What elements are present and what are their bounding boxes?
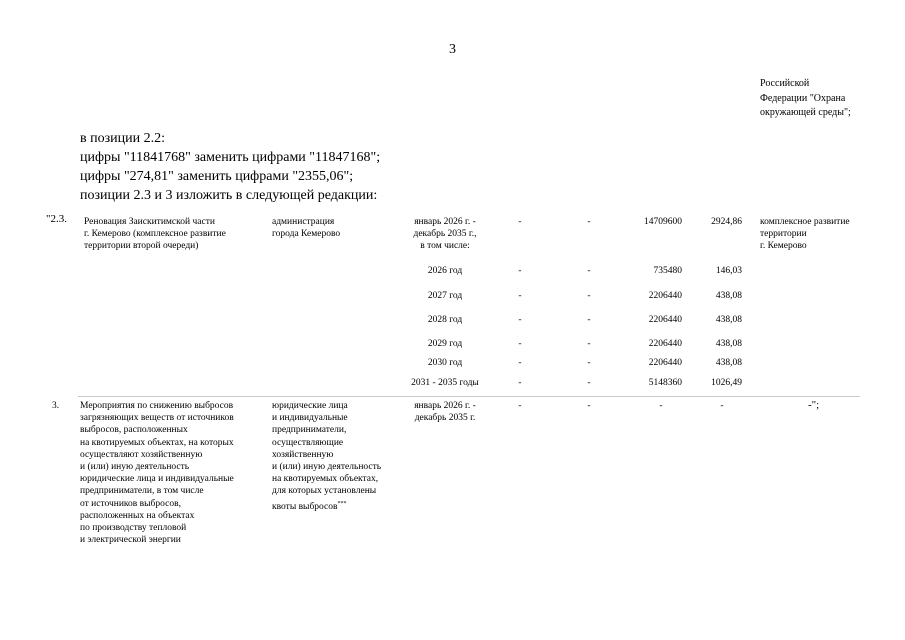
- text-line: предприниматели,: [272, 425, 347, 436]
- instruction-line: позиции 2.3 и 3 изложить в следующей редакции:: [80, 188, 378, 203]
- value-col8: 146,03: [715, 266, 742, 276]
- text-line: расположенных на объектах: [80, 510, 195, 521]
- value-col6: -: [587, 358, 591, 368]
- text-line: администрация: [272, 217, 335, 227]
- value-col7: 2206440: [648, 339, 682, 349]
- value-col7: 5148360: [648, 378, 682, 388]
- text-line: территории: [760, 229, 807, 240]
- text-line: загрязняющих веществ от источников: [80, 413, 234, 424]
- expected-result: [760, 216, 880, 253]
- text-line: по производству тепловой: [80, 523, 187, 534]
- text-line: январь 2026 г. -: [414, 217, 476, 227]
- text-line: предприниматели, в том числе: [80, 486, 204, 497]
- value-col5: -: [518, 217, 522, 227]
- tail-line: окружающей среды";: [760, 107, 851, 118]
- text-span: квоты выбросов: [272, 501, 338, 512]
- year-row: [0, 290, 905, 302]
- measure-name: [84, 216, 264, 253]
- text-line: Реновация Заискитимской части: [84, 217, 215, 227]
- value-col7: 2206440: [648, 358, 682, 368]
- text-line: юридические лица: [272, 401, 348, 411]
- text-line: осуществляющие: [272, 437, 344, 448]
- previous-table-tail: [760, 77, 880, 121]
- text-line: для которых установлены: [272, 486, 377, 497]
- year-row: [0, 377, 905, 389]
- text-line: и (или) иную деятельность: [80, 462, 190, 473]
- year-period: 2028 год: [427, 315, 463, 325]
- row-number: "2.3.: [46, 213, 67, 225]
- instruction-line: цифры "274,81" заменить цифрами "2355,06";: [80, 169, 354, 184]
- year-period: 2027 год: [427, 291, 463, 301]
- page-number: 3: [449, 42, 456, 57]
- year-period: 2029 год: [427, 339, 463, 349]
- expected-result: -";: [808, 399, 820, 411]
- instruction-line: цифры "11841768" заменить цифрами "11847168";: [80, 150, 381, 165]
- value-col8: 438,08: [715, 339, 742, 349]
- value-col6: -: [587, 217, 591, 227]
- value-col5: -: [518, 315, 522, 325]
- value-col6: -: [587, 401, 591, 411]
- value-col8: 2924,86: [711, 217, 742, 227]
- text-line: г. Кемерово: [760, 241, 807, 252]
- year-period: 2026 год: [427, 266, 463, 276]
- text-line: январь 2026 г. -: [414, 401, 476, 411]
- tail-line: Федерации "Охрана: [760, 92, 846, 104]
- footnote-mark: ***: [337, 500, 347, 507]
- value-col5: -: [518, 378, 522, 388]
- text-line: и электрической энергии: [80, 535, 181, 546]
- text-line: г. Кемерово (комплексное развитие: [84, 229, 226, 240]
- text-line: и индивидуальные: [272, 413, 348, 424]
- year-row: [0, 314, 905, 326]
- value-col5: -: [518, 339, 522, 349]
- text-line: Мероприятия по снижению выбросов: [80, 401, 234, 411]
- value-col8: 438,08: [715, 358, 742, 368]
- text-line: в том числе:: [420, 241, 470, 252]
- value-col8: -: [720, 401, 724, 411]
- value-col5: -: [518, 291, 522, 301]
- value-col6: -: [587, 315, 591, 325]
- period: [395, 400, 495, 424]
- text-line: на квотируемых объектах,: [272, 474, 379, 485]
- measure-name: [80, 400, 270, 546]
- value-col5: -: [518, 401, 522, 411]
- text-line: на квотируемых объектах, на которых: [80, 437, 234, 448]
- value-col6: -: [587, 291, 591, 301]
- value-col8: 438,08: [715, 291, 742, 301]
- executor: [272, 216, 392, 240]
- tail-line: Российской: [760, 78, 810, 89]
- value-col7: 14709600: [644, 217, 682, 227]
- executor: [272, 400, 402, 513]
- value-col8: 1026,49: [711, 378, 742, 388]
- text-line: комплексное развитие: [760, 217, 850, 227]
- value-col5: -: [518, 358, 522, 368]
- row-number: 3.: [52, 401, 60, 411]
- value-col6: -: [587, 266, 591, 276]
- text-line: территории второй очереди): [84, 241, 199, 252]
- value-col7: 2206440: [648, 315, 682, 325]
- value-col8: 438,08: [715, 315, 742, 325]
- row-divider: [78, 396, 860, 397]
- value-col7: 735480: [653, 266, 682, 276]
- text-line: и (или) иную деятельность: [272, 462, 382, 473]
- year-period: 2031 - 2035 годы: [411, 378, 479, 388]
- value-col7: 2206440: [648, 291, 682, 301]
- text-line: декабрь 2035 г.,: [413, 229, 477, 240]
- text-line: [272, 498, 402, 513]
- text-line: хозяйственную: [272, 449, 334, 460]
- value-col7: -: [659, 401, 663, 411]
- value-col6: -: [587, 378, 591, 388]
- year-row: [0, 357, 905, 369]
- text-line: декабрь 2035 г.: [414, 413, 476, 424]
- year-row: [0, 338, 905, 350]
- text-line: от источников выбросов,: [80, 498, 181, 509]
- text-line: выбросов, расположенных: [80, 425, 188, 436]
- value-col5: -: [518, 266, 522, 276]
- period: [395, 216, 495, 253]
- year-row: [0, 265, 905, 277]
- year-period: 2030 год: [427, 358, 463, 368]
- value-col6: -: [587, 339, 591, 349]
- text-line: города Кемерово: [272, 229, 341, 240]
- text-line: юридические лица и индивидуальные: [80, 474, 234, 485]
- text-line: осуществляют хозяйственную: [80, 449, 203, 460]
- instruction-line: в позиции 2.2:: [80, 131, 165, 146]
